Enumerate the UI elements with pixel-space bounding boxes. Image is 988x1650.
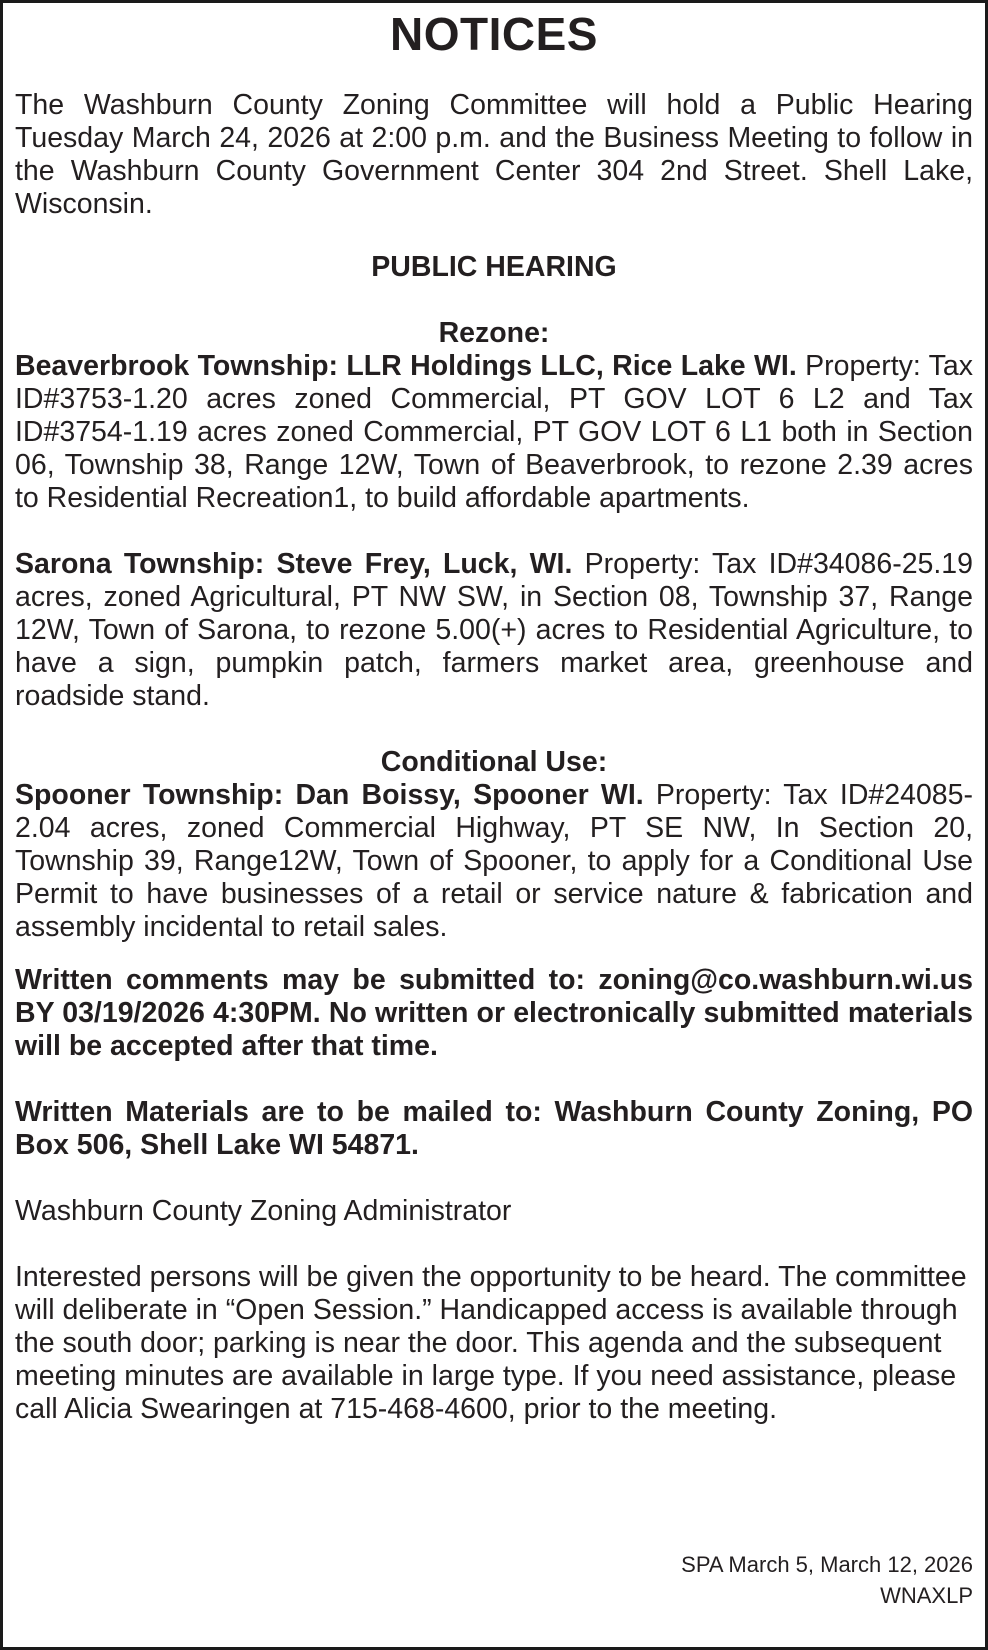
- public-hearing-heading: PUBLIC HEARING: [371, 251, 617, 283]
- conditional-use-heading: Conditional Use:: [380, 746, 608, 778]
- rezone-item-lead: Beaverbrook Township: LLR Holdings LLC, Rice Lake WI.: [15, 350, 797, 382]
- conditional-use-item-spooner: [15, 779, 973, 944]
- publication-footer: [681, 1549, 973, 1611]
- conditional-use-body: Property: Tax ID#24085-2.04 acres, zoned Commercial Highway, PT SE NW, In Section 20, Township 39, Range12W, Town of Spooner, to apply for a Conditional Use Permit to have businesses of a retail or service nature & fabrication and assembly incidental to retail sales.: [15, 779, 973, 943]
- rezone-item-beaverbrook: [15, 350, 973, 515]
- conditional-use-lead: Spooner Township: Dan Boissy, Spooner WI.: [15, 779, 644, 811]
- rezone-heading: Rezone:: [438, 317, 550, 349]
- written-materials: Written Materials are to be mailed to: Washburn County Zoning, PO Box 506, Shell Lake WI 54871.: [15, 1096, 973, 1161]
- zoning-administrator: Washburn County Zoning Administrator: [15, 1195, 512, 1227]
- publication-dates: SPA March 5, March 12, 2026: [681, 1552, 973, 1577]
- rezone-item-body: Property: Tax ID#3753-1.20 acres zoned Commercial, PT GOV LOT 6 L2 and Tax ID#3754-1.19 acres zoned Commercial, PT GOV LOT 6 L1 both in Section 06, Township 38, Range 12W, Town of Beaverbrook, to rezone 2.39 acres to Residential Recreation1, to build affordable apartments.: [15, 350, 974, 514]
- rezone-item-lead: Sarona Township: Steve Frey, Luck, WI.: [15, 548, 573, 580]
- publication-code: WNAXLP: [880, 1583, 973, 1608]
- meeting-info: Interested persons will be given the opportunity to be heard. The committee will deliberate in “Open Session.” Handicapped access is available through the south door; parking is near the door. This agenda and the subsequent meeting minutes are available in large type. If you need assistance, please call Alicia Swearingen at 715-468-4600, prior to the meeting.: [15, 1261, 967, 1425]
- rezone-item-sarona: [15, 548, 973, 713]
- intro-paragraph: The Washburn County Zoning Committee will hold a Public Hearing Tuesday March 24, 2026 at 2:00 p.m. and the Business Meeting to follow in the Washburn County Government Center 304 2nd Street. Shell Lake, Wisconsin.: [15, 89, 973, 220]
- written-comments: Written comments may be submitted to: zoning@co.washburn.wi.us BY 03/19/2026 4:30PM. No written or electronically submitted materials will be accepted after that time.: [15, 964, 973, 1062]
- rezone-item-body: Property: Tax ID#34086-25.19 acres, zoned Agricultural, PT NW SW, in Section 08, Township 37, Range 12W, Town of Sarona, to rezone 5.00(+) acres to Residential Agriculture, to have a sign, pumpkin patch, farmers market area, greenhouse and roadside stand.: [15, 548, 974, 712]
- notice-title: NOTICES: [390, 8, 598, 60]
